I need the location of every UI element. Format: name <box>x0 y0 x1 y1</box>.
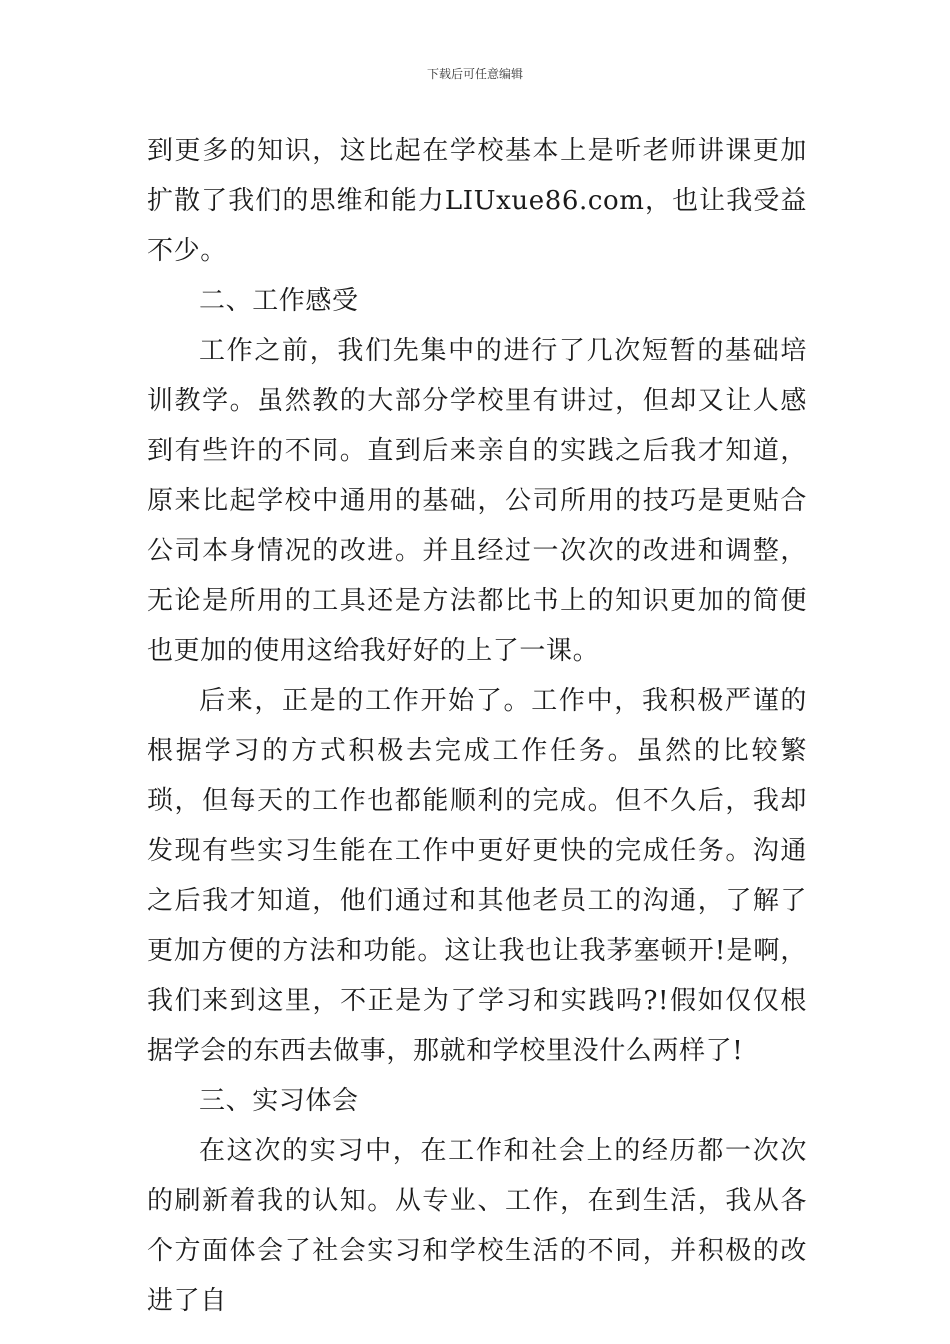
page-header-note: 下载后可任意编辑 <box>426 67 523 81</box>
paragraph-training: 工作之前，我们先集中的进行了几次短暂的基础培训教学。虽然教的大部分学校里有讲过，但却又让人感到有些许的不同。直到后来亲自的实践之后我才知道，原来比起学校中通用的基础，公司所用的技巧是更贴合公司本身情况的改进。并且经过一次次的改进和调整，无论是所用的工具还是方法都比书上的知识更加的简便也更加的使用这给我好好的上了一课。 <box>147 336 807 666</box>
paragraph-work-start: 后来，正是的工作开始了。工作中，我积极严谨的根据学习的方式积极去完成工作任务。虽然的比较繁琐，但每天的工作也都能顺利的完成。但不久后，我却发现有些实习生能在工作中更好更快的完成任务。沟通之后我才知道，他们通过和其他老员工的沟通，了解了更加方便的方法和功能。这让我也让我茅塞顿开!是啊，我们来到这里，不正是为了学习和实践吗?!假如仅仅根据学会的东西去做事，那就和学校里没什么两样了! <box>147 686 807 1066</box>
document-body <box>147 126 807 1326</box>
paragraph-continuation: 到更多的知识，这比起在学校基本上是听老师讲课更加扩散了我们的思维和能力LIUxue86.com，也让我受益不少。 <box>147 136 807 266</box>
section-heading-work-feelings: 二、工作感受 <box>199 286 359 316</box>
section-heading-internship-experience: 三、实习体会 <box>199 1086 359 1116</box>
paragraph-experience: 在这次的实习中，在工作和社会上的经历都一次次的刷新着我的认知。从专业、工作，在到生活，我从各个方面体会了社会实习和学校生活的不同，并积极的改进了自 <box>147 1136 807 1316</box>
